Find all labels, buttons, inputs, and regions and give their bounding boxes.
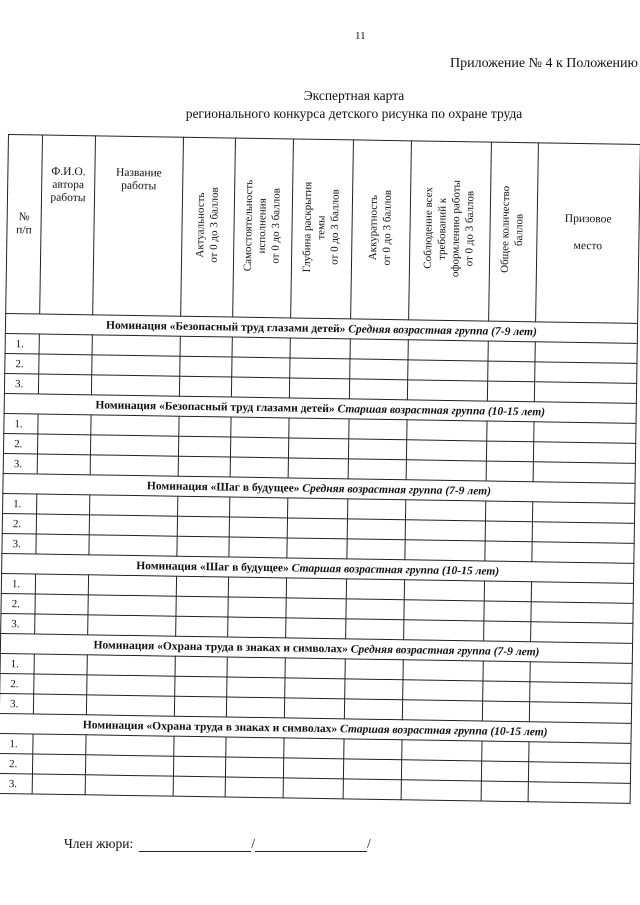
score-cell[interactable] <box>483 661 530 682</box>
score-cell[interactable] <box>174 696 226 717</box>
score-cell[interactable] <box>286 578 346 599</box>
score-cell[interactable] <box>533 462 635 484</box>
score-cell[interactable] <box>92 355 180 376</box>
score-cell[interactable] <box>37 494 90 515</box>
score-cell[interactable] <box>348 439 406 460</box>
score-cell[interactable] <box>406 460 486 481</box>
score-cell[interactable] <box>225 777 283 798</box>
score-cell[interactable] <box>178 496 230 517</box>
row-number: 3. <box>3 453 37 474</box>
score-cell[interactable] <box>402 740 482 761</box>
row-number: 2. <box>1 593 35 614</box>
signature-separator: / <box>251 836 256 851</box>
score-cell[interactable] <box>401 780 481 801</box>
age-group: Старшая возрастная группа (10-15 лет) <box>291 562 500 578</box>
header-author: Ф.И.О. автора работы <box>40 135 96 315</box>
score-cell[interactable] <box>346 579 404 600</box>
score-cell[interactable] <box>482 701 529 722</box>
score-cell[interactable] <box>529 742 631 764</box>
score-cell[interactable] <box>173 756 225 777</box>
score-cell[interactable] <box>230 437 288 458</box>
score-cell[interactable] <box>408 340 488 361</box>
score-cell[interactable] <box>534 422 636 444</box>
score-cell[interactable] <box>487 421 534 442</box>
header-total: Общее количество баллов <box>489 142 539 322</box>
score-cell[interactable] <box>91 415 179 436</box>
age-group: Средняя возрастная группа (7-9 лет) <box>302 482 492 498</box>
score-cell[interactable] <box>405 500 485 521</box>
header-num: № п/п <box>6 135 43 315</box>
score-cell[interactable] <box>226 697 284 718</box>
row-number: 3. <box>0 773 32 794</box>
score-cell[interactable] <box>32 774 85 795</box>
score-cell[interactable] <box>532 542 634 564</box>
jury-signature <box>64 836 371 852</box>
score-cell[interactable] <box>231 417 289 438</box>
document-subtitle: регионального конкурса детского рисунка по охране труда <box>185 106 523 121</box>
score-cell[interactable] <box>231 377 289 398</box>
score-cell[interactable] <box>481 781 528 802</box>
score-cell[interactable] <box>39 354 92 375</box>
score-cell[interactable] <box>177 516 229 537</box>
score-cell[interactable] <box>288 498 348 519</box>
score-cell[interactable] <box>486 441 533 462</box>
header-work-title: Название работы <box>93 136 184 316</box>
score-cell[interactable] <box>178 436 230 457</box>
score-cell[interactable] <box>89 515 177 536</box>
age-group: Средняя возрастная группа (7-9 лет) <box>348 322 537 338</box>
row-number: 1. <box>4 413 38 434</box>
score-cell[interactable] <box>407 380 487 401</box>
score-cell[interactable] <box>86 735 174 756</box>
score-cell[interactable] <box>528 782 630 804</box>
score-cell[interactable] <box>36 534 89 555</box>
score-cell[interactable] <box>343 779 401 800</box>
row-number: 1. <box>1 573 35 594</box>
score-cell[interactable] <box>487 381 534 402</box>
score-cell[interactable] <box>90 455 178 476</box>
score-cell[interactable] <box>289 418 349 439</box>
score-cell[interactable] <box>531 602 633 624</box>
header-depth: Глубина раскрытия темы от 0 до 3 баллов <box>291 139 354 319</box>
score-cell[interactable] <box>403 660 483 681</box>
score-cell[interactable] <box>90 435 178 456</box>
score-cell[interactable] <box>404 600 484 621</box>
score-cell[interactable] <box>38 374 91 395</box>
nomination-name: Номинация «Охрана труда в знаках и символах» <box>93 638 349 655</box>
score-cell[interactable] <box>32 754 85 775</box>
score-cell[interactable] <box>484 581 531 602</box>
nomination-name: Номинация «Охрана труда в знаках и символах» <box>82 718 338 735</box>
score-cell[interactable] <box>485 541 532 562</box>
score-cell[interactable] <box>229 517 287 538</box>
score-cell[interactable] <box>285 678 345 699</box>
score-cell[interactable] <box>284 698 344 719</box>
score-cell[interactable] <box>225 757 283 778</box>
nomination-name: Номинация «Шаг в будущее» <box>136 559 289 574</box>
score-cell[interactable] <box>408 360 488 381</box>
score-cell[interactable] <box>347 499 405 520</box>
expert-card-table <box>0 134 640 804</box>
score-cell[interactable] <box>533 442 635 464</box>
score-cell[interactable] <box>485 501 532 522</box>
score-cell[interactable] <box>484 601 531 622</box>
document-title: Экспертная карта <box>303 88 405 103</box>
score-cell[interactable] <box>532 502 634 524</box>
score-cell[interactable] <box>175 656 227 677</box>
score-cell[interactable] <box>350 339 408 360</box>
score-cell[interactable] <box>401 760 481 781</box>
score-cell[interactable] <box>405 540 485 561</box>
score-cell[interactable] <box>403 680 483 701</box>
score-cell[interactable] <box>176 576 228 597</box>
header-accuracy: Аккуратность от 0 до 3 баллов <box>351 140 412 320</box>
score-cell[interactable] <box>229 537 287 558</box>
score-cell[interactable] <box>88 615 176 636</box>
score-cell[interactable] <box>288 438 348 459</box>
score-cell[interactable] <box>535 362 637 384</box>
score-cell[interactable] <box>87 675 175 696</box>
header-relevance: Актуальность от 0 до 3 баллов <box>181 137 236 317</box>
score-cell[interactable] <box>346 599 404 620</box>
name-line[interactable] <box>255 851 367 852</box>
score-cell[interactable] <box>179 416 231 437</box>
score-cell[interactable] <box>345 659 403 680</box>
score-cell[interactable] <box>39 334 92 355</box>
score-cell[interactable] <box>180 336 232 357</box>
row-number: 1. <box>0 733 33 754</box>
score-cell[interactable] <box>232 337 290 358</box>
score-cell[interactable] <box>232 357 290 378</box>
score-cell[interactable] <box>483 681 530 702</box>
score-cell[interactable] <box>178 456 230 477</box>
score-cell[interactable] <box>176 596 228 617</box>
score-cell[interactable] <box>348 459 406 480</box>
score-cell[interactable] <box>88 595 176 616</box>
score-cell[interactable] <box>33 734 86 755</box>
score-cell[interactable] <box>402 700 482 721</box>
score-cell[interactable] <box>38 414 91 435</box>
row-number: 2. <box>3 433 37 454</box>
age-group: Средняя возрастная группа (7-9 лет) <box>350 642 540 658</box>
row-number: 2. <box>2 513 36 534</box>
table-header <box>6 135 640 324</box>
jury-member-label: Член жюри: <box>64 836 134 851</box>
score-cell[interactable] <box>528 762 630 784</box>
score-cell[interactable] <box>284 738 344 759</box>
score-cell[interactable] <box>34 654 87 675</box>
score-cell[interactable] <box>485 521 532 542</box>
score-cell[interactable] <box>532 522 634 544</box>
row-number: 1. <box>0 653 34 674</box>
score-cell[interactable] <box>230 497 288 518</box>
age-group: Старшая возрастная группа (10-15 лет) <box>339 722 548 739</box>
score-cell[interactable] <box>486 461 533 482</box>
score-cell[interactable] <box>531 582 633 604</box>
score-cell[interactable] <box>488 361 535 382</box>
score-cell[interactable] <box>89 535 177 556</box>
score-cell[interactable] <box>228 597 286 618</box>
score-cell[interactable] <box>404 580 484 601</box>
score-cell[interactable] <box>531 622 633 644</box>
score-cell[interactable] <box>290 338 350 359</box>
score-cell[interactable] <box>175 676 227 697</box>
score-cell[interactable] <box>36 514 89 535</box>
score-cell[interactable] <box>350 359 408 380</box>
row-number: 3. <box>4 373 38 394</box>
score-cell[interactable] <box>283 758 343 779</box>
score-cell[interactable] <box>349 379 407 400</box>
row-number: 3. <box>2 533 36 554</box>
signature-line[interactable] <box>139 851 251 852</box>
score-cell[interactable] <box>174 736 226 757</box>
score-cell[interactable] <box>226 737 284 758</box>
score-cell[interactable] <box>88 575 176 596</box>
score-cell[interactable] <box>347 539 405 560</box>
score-cell[interactable] <box>343 759 401 780</box>
score-cell[interactable] <box>535 342 637 364</box>
score-cell[interactable] <box>484 621 531 642</box>
score-cell[interactable] <box>90 495 178 516</box>
score-cell[interactable] <box>286 598 346 619</box>
score-cell[interactable] <box>173 776 225 797</box>
appendix-label: Приложение № 4 к Положению <box>449 56 638 71</box>
score-cell[interactable] <box>404 620 484 641</box>
signature-end: / <box>367 836 371 851</box>
score-cell[interactable] <box>176 616 228 637</box>
score-cell[interactable] <box>230 457 288 478</box>
score-cell[interactable] <box>344 739 402 760</box>
score-cell[interactable] <box>346 619 404 640</box>
score-cell[interactable] <box>227 677 285 698</box>
score-cell[interactable] <box>37 454 90 475</box>
score-cell[interactable] <box>33 694 86 715</box>
score-cell[interactable] <box>345 679 403 700</box>
score-cell[interactable] <box>529 702 631 724</box>
score-cell[interactable] <box>37 434 90 455</box>
nomination-name: Номинация «Шаг в будущее» <box>146 479 300 495</box>
score-cell[interactable] <box>180 356 232 377</box>
score-cell[interactable] <box>34 674 87 695</box>
score-cell[interactable] <box>349 419 407 440</box>
score-cell[interactable] <box>290 358 350 379</box>
score-cell[interactable] <box>228 617 286 638</box>
score-cell[interactable] <box>86 695 174 716</box>
score-cell[interactable] <box>179 376 231 397</box>
row-number: 2. <box>0 753 33 774</box>
row-number: 1. <box>3 493 37 514</box>
nomination-name: Номинация «Безопасный труд глазами детей» <box>105 319 346 335</box>
age-group: Старшая возрастная группа (10-15 лет) <box>337 402 546 418</box>
row-number: 3. <box>0 693 34 714</box>
score-cell[interactable] <box>344 699 402 720</box>
score-cell[interactable] <box>289 378 349 399</box>
score-cell[interactable] <box>405 520 485 541</box>
nomination-name: Номинация «Безопасный труд глазами детей» <box>95 398 335 415</box>
score-cell[interactable] <box>530 682 632 704</box>
score-cell[interactable] <box>227 657 285 678</box>
score-cell[interactable] <box>407 420 487 441</box>
score-cell[interactable] <box>481 761 528 782</box>
score-cell[interactable] <box>92 335 180 356</box>
score-cell[interactable] <box>287 518 347 539</box>
score-cell[interactable] <box>283 778 343 799</box>
row-number: 2. <box>5 353 39 374</box>
score-cell[interactable] <box>35 614 88 635</box>
score-cell[interactable] <box>35 574 88 595</box>
score-cell[interactable] <box>406 440 486 461</box>
table-body <box>0 313 638 803</box>
score-cell[interactable] <box>534 382 636 404</box>
score-cell[interactable] <box>286 618 346 639</box>
score-cell[interactable] <box>285 658 345 679</box>
score-cell[interactable] <box>91 375 179 396</box>
score-cell[interactable] <box>488 341 535 362</box>
score-cell[interactable] <box>87 655 175 676</box>
row-number: 3. <box>1 613 35 634</box>
score-cell[interactable] <box>177 536 229 557</box>
score-cell[interactable] <box>482 741 529 762</box>
row-number: 1. <box>5 333 39 354</box>
score-cell[interactable] <box>347 519 405 540</box>
header-independence: Самостоятельность исполнения от 0 до 3 баллов <box>233 138 294 318</box>
score-cell[interactable] <box>85 755 173 776</box>
row-number: 2. <box>0 673 34 694</box>
score-cell[interactable] <box>288 458 348 479</box>
score-cell[interactable] <box>287 538 347 559</box>
header-compliance: Соблюдение всех требований к оформлению работы от 0 до 3 баллов <box>409 141 492 321</box>
score-cell[interactable] <box>228 577 286 598</box>
header-place: Призовое место <box>536 143 640 324</box>
score-cell[interactable] <box>530 662 632 684</box>
score-cell[interactable] <box>35 594 88 615</box>
page-number: 11 <box>355 30 366 42</box>
score-cell[interactable] <box>85 775 173 796</box>
